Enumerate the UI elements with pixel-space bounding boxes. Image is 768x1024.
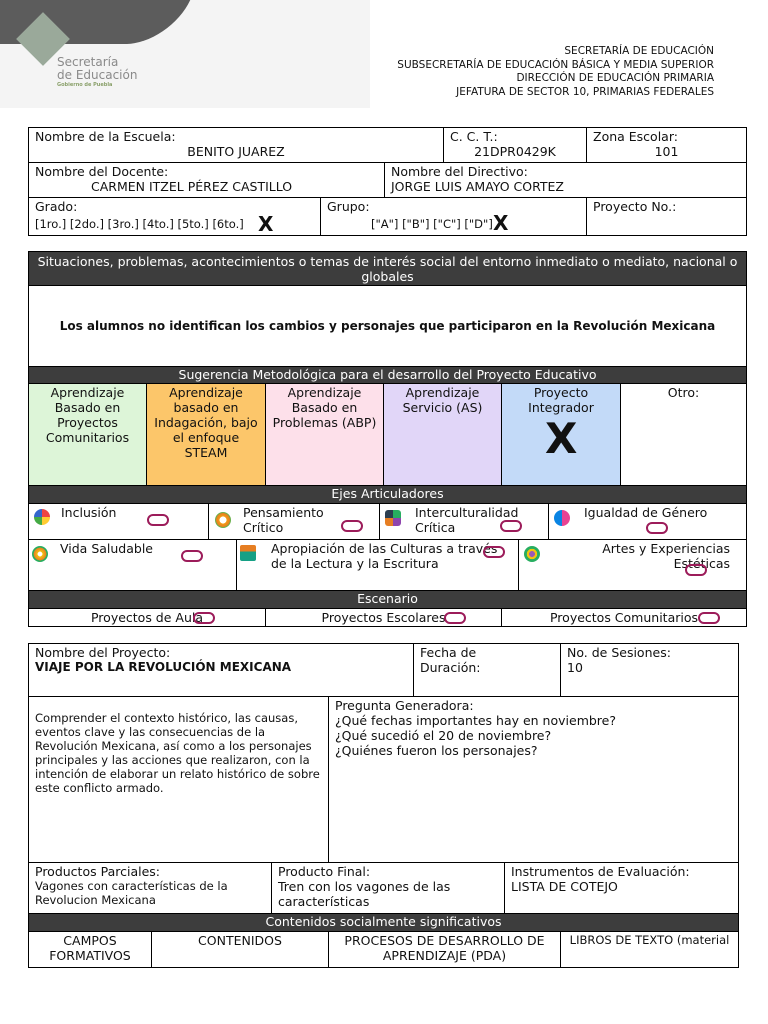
header-line: SECRETARÍA DE EDUCACIÓN [564, 45, 714, 57]
sesiones-cell [560, 643, 739, 697]
header-line: JEFATURA DE SECTOR 10, PRIMARIAS FEDERALES [456, 85, 714, 98]
escenario-comunitarios [501, 608, 747, 627]
productos-parciales-cell [28, 862, 272, 914]
fecha-duracion-label: Fecha de Duración: [420, 645, 481, 675]
eje-oval [147, 514, 169, 526]
eje-oval [685, 564, 707, 576]
eje-label: Pensamiento Crítico [243, 505, 324, 535]
grado-options: [1ro.] [2do.] [3ro.] [4to.] [5to.] [6to.] [35, 217, 244, 231]
parciales-label: Productos Parciales: [35, 864, 160, 879]
nombre-proyecto-value: VIAJE POR LA REVOLUCIÓN MEXICANA [35, 660, 292, 674]
docente-label: Nombre del Docente: [35, 164, 169, 179]
escenario-label: Proyectos Comunitarios [549, 610, 699, 625]
eje-inclusion [28, 503, 209, 540]
eje-label: Vida Saludable [60, 541, 153, 556]
col-campos-formativos: CAMPOS FORMATIVOS [28, 931, 152, 968]
eje-pensamiento [208, 503, 380, 540]
directivo-value: JORGE LUIS AMAYO CORTEZ [391, 179, 564, 194]
eje-interculturalidad [379, 503, 549, 540]
logo-line-1: Secretaría [57, 55, 119, 69]
directivo-label: Nombre del Directivo: [391, 164, 528, 179]
eje-label: Interculturalidad Crítica [415, 505, 519, 535]
escuela-cell [28, 127, 444, 163]
grupo-selected-mark: X [493, 211, 509, 235]
eje-oval [500, 520, 522, 532]
interculturalidad-icon [385, 510, 401, 526]
zona-value: 101 [654, 144, 679, 159]
eje-oval [181, 550, 203, 562]
escenario-oval [698, 612, 720, 624]
pregunta-label: Pregunta Generadora: [335, 698, 474, 713]
logo-subtitle: Gobierno de Puebla [57, 82, 113, 88]
metodologia-option: Aprendizaje Servicio (AS) [383, 383, 502, 486]
parciales-value: Vagones con características de la Revolucion Mexicana [35, 879, 228, 907]
escenario-label: Proyectos Escolares [321, 610, 446, 625]
proyecto-no-cell [586, 197, 747, 236]
final-value: Tren con los vagones de las características [278, 879, 451, 909]
eje-label: Igualdad de Género [584, 505, 708, 520]
instrumentos-label: Instrumentos de Evaluación: [511, 864, 690, 879]
sesiones-value: 10 [567, 660, 583, 675]
directivo-cell [384, 162, 747, 198]
grupo-cell [320, 197, 587, 236]
instrumentos-value: LISTA DE COTEJO [511, 879, 618, 894]
escenario-escolares [265, 608, 502, 627]
header-line: DIRECCIÓN DE EDUCACIÓN PRIMARIA [516, 72, 714, 84]
escenario-label: Proyectos de Aula [90, 610, 204, 625]
eje-oval [341, 520, 363, 532]
grado-label: Grado: [35, 199, 78, 214]
producto-final-cell [271, 862, 505, 914]
vida-saludable-icon [32, 546, 48, 562]
docente-value: CARMEN ITZEL PÉREZ CASTILLO [91, 179, 293, 194]
ejes-title: Ejes Articuladores [28, 485, 747, 504]
final-label: Producto Final: [278, 864, 371, 879]
apropiacion-culturas-icon [240, 545, 256, 561]
eje-artes [518, 539, 747, 591]
docente-cell [28, 162, 385, 198]
metodologia-option: Aprendizaje Basado en Problemas (ABP) [265, 383, 384, 486]
cct-label: C. C. T.: [450, 129, 498, 144]
eje-vida-saludable [28, 539, 237, 591]
logo-text [57, 56, 137, 82]
zona-cell [586, 127, 747, 163]
pregunta-generadora-cell [328, 696, 739, 863]
zona-label: Zona Escolar: [593, 129, 678, 144]
situaciones-text: Los alumnos no identifican los cambios y personajes que participaron en la Revolución Mexicana [28, 285, 747, 367]
fecha-duracion-cell [413, 643, 561, 697]
nombre-proyecto-cell [28, 643, 414, 697]
pregunta-item: ¿Quiénes fueron los personajes? [335, 743, 538, 758]
metodologia-option: Aprendizaje Basado en Proyectos Comunitarios [28, 383, 147, 486]
instrumentos-cell [504, 862, 739, 914]
proposito-cell: Comprender el contexto histórico, las causas, eventos clave y las consecuencias de la Revolución Mexicana, así como a los personajes principales y las acciones que realizaron, con la intención de elaborar un relato histórico de sobre este conflicto armado. [28, 696, 329, 863]
pensamiento-icon [215, 512, 231, 528]
grado-selected-mark: X [258, 212, 274, 236]
cct-value: 21DPR0429K [474, 144, 556, 159]
escenario-oval [444, 612, 466, 624]
proyecto-no-label: Proyecto No.: [593, 199, 677, 214]
col-contenidos: CONTENIDOS [151, 931, 329, 968]
logo-line-2: de Educación [57, 68, 138, 82]
metodologia-option: Otro: [620, 383, 747, 486]
eje-label: Inclusión [61, 505, 117, 520]
eje-igualdad [548, 503, 747, 540]
escenario-title: Escenario [28, 590, 747, 609]
escenario-aula [28, 608, 266, 627]
escenario-oval [193, 612, 215, 624]
eje-oval [483, 546, 505, 558]
grupo-label: Grupo: [327, 199, 370, 214]
inclusion-icon [34, 509, 50, 525]
metodologia-selected-mark: X [545, 414, 578, 463]
artes-icon [524, 546, 540, 562]
eje-label: Apropiación de las Culturas a través de la Lectura y la Escritura [271, 541, 498, 571]
pregunta-item: ¿Qué sucedió el 20 de noviembre? [335, 728, 552, 743]
metodologia-title: Sugerencia Metodológica para el desarrollo del Proyecto Educativo [28, 366, 747, 384]
eje-oval [646, 522, 668, 534]
eje-apropiacion [236, 539, 519, 591]
situaciones-title: Situaciones, problemas, acontecimientos o temas de interés social del entorno inmediato o mediato, nacional o globales [28, 251, 747, 286]
header-institution [397, 45, 714, 99]
col-pda: PROCESOS DE DESARROLLO DE APRENDIZAJE (PDA) [328, 931, 561, 968]
eje-label: Artes y Experiencias Estéticas [602, 541, 730, 571]
pregunta-item: ¿Qué fechas importantes hay en noviembre? [335, 713, 616, 728]
escuela-value: BENITO JUAREZ [187, 144, 285, 159]
grupo-options: ["A"] ["B"] ["C"] ["D"] [371, 217, 493, 231]
metodologia-option: Aprendizaje basado en Indagación, bajo el enfoque STEAM [146, 383, 266, 486]
grado-cell [28, 197, 321, 236]
header-line: SUBSECRETARÍA DE EDUCACIÓN BÁSICA Y MEDIA SUPERIOR [397, 58, 714, 71]
igualdad-genero-icon [554, 510, 570, 526]
escuela-label: Nombre de la Escuela: [35, 129, 176, 144]
nombre-proyecto-label: Nombre del Proyecto: [35, 645, 171, 660]
header-logo-area [0, 0, 370, 108]
col-libros-texto: LIBROS DE TEXTO (material [560, 931, 739, 968]
cct-cell [443, 127, 587, 163]
metodologia-option: Proyecto Integrador [501, 383, 621, 486]
sesiones-label: No. de Sesiones: [567, 645, 671, 660]
contenidos-title: Contenidos socialmente significativos [28, 913, 739, 932]
